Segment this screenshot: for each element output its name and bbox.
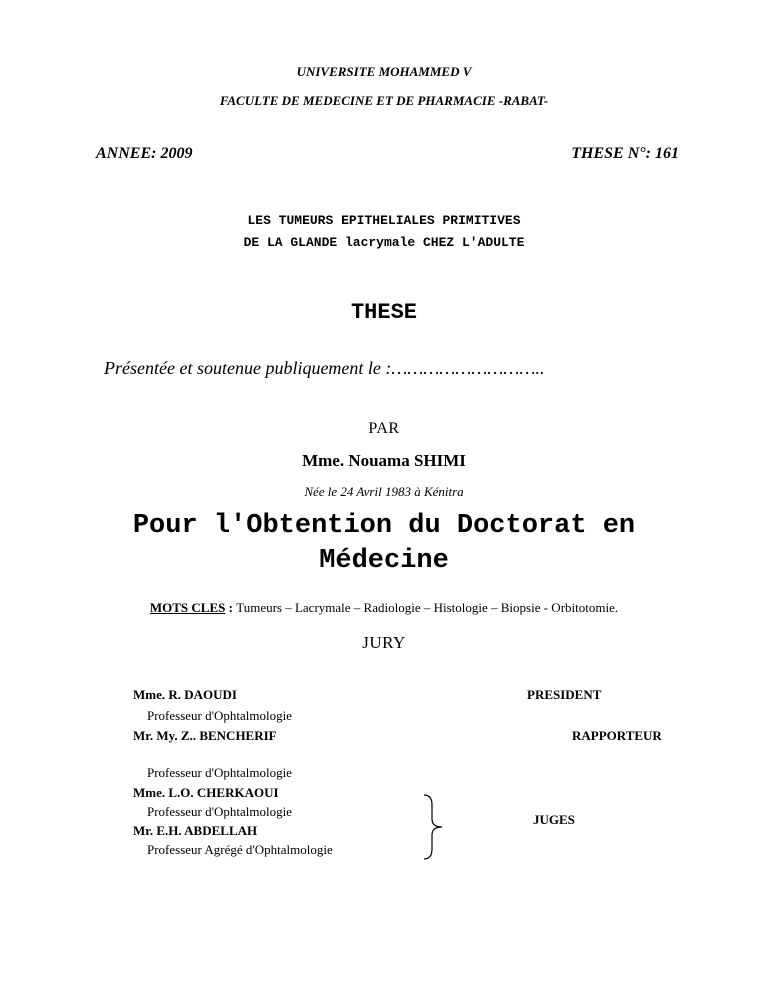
role-juges: JUGES — [533, 812, 575, 827]
author-name: Mme. Nouama SHIMI — [302, 451, 466, 470]
presentation-line: Présentée et soutenue publiquement le :……………………….. — [104, 358, 545, 378]
jury-brace — [422, 793, 446, 861]
objective-line-1: Pour l'Obtention du Doctorat en — [132, 511, 636, 541]
author-birth-info: Née le 24 Avril 1983 à Kénitra — [304, 484, 464, 499]
university-name: UNIVERSITE MOHAMMED V — [296, 64, 472, 79]
objective-line-2: Médecine — [319, 546, 449, 576]
thesis-title-line-2: DE LA GLANDE lacrymale CHEZ L'ADULTE — [243, 235, 525, 250]
faculty-name: FACULTE DE MEDECINE ET DE PHARMACIE -RABAT- — [219, 93, 549, 108]
par-label: PAR — [368, 420, 400, 437]
jury-member-name: Mme. L.O. CHERKAOUI — [133, 785, 279, 800]
keywords-line — [0, 600, 768, 616]
keywords-label: MOTS CLES — [149, 600, 226, 615]
jury-member-title: Professeur d'Ophtalmologie — [147, 708, 292, 723]
keywords-separator: : — [225, 600, 237, 615]
jury-member-name: Mme. R. DAOUDI — [133, 687, 237, 702]
jury-member-title: Professeur Agrégé d'Ophtalmologie — [147, 842, 333, 857]
jury-member-title: Professeur d'Ophtalmologie — [147, 804, 292, 819]
jury-member-name: Mr. My. Z.. BENCHERIF — [133, 728, 277, 743]
jury-member-name: Mr. E.H. ABDELLAH — [133, 823, 258, 838]
these-heading: THESE — [350, 300, 417, 325]
thesis-title-line-1: LES TUMEURS EPITHELIALES PRIMITIVES — [247, 213, 521, 228]
jury-member-title: Professeur d'Ophtalmologie — [147, 765, 292, 780]
thesis-year: ANNEE: 2009 — [96, 145, 193, 162]
thesis-number: THESE N°: 161 — [571, 145, 679, 162]
keywords-text: Tumeurs – Lacrymale – Radiologie – Histologie – Biopsie - Orbitotomie. — [236, 600, 619, 615]
role-rapporteur: RAPPORTEUR — [572, 728, 662, 743]
role-president: PRESIDENT — [527, 687, 602, 702]
jury-heading: JURY — [362, 633, 406, 652]
